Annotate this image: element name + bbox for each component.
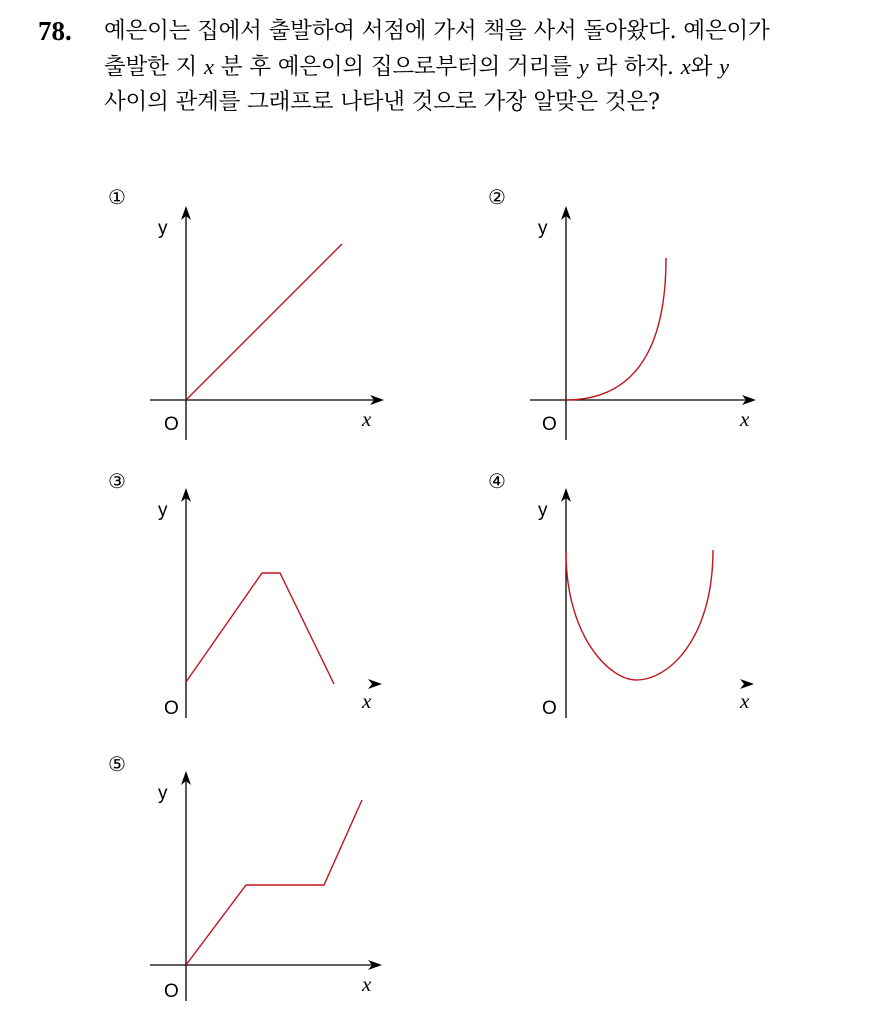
graph-curve xyxy=(566,550,713,680)
y-axis-label: y xyxy=(538,218,548,239)
option-number: ② xyxy=(488,185,506,209)
problem-line-1: 예은이는 집에서 출발하여 서점에 가서 책을 사서 돌아왔다. 예은이가 xyxy=(104,18,770,44)
variable-y: y xyxy=(719,54,729,79)
x-axis-label: x xyxy=(362,407,372,431)
problem-text xyxy=(104,14,874,120)
variable-x: x xyxy=(204,54,214,79)
x-axis-label: x xyxy=(362,972,372,996)
origin-label: O xyxy=(542,698,557,719)
x-axis-arrow-icon xyxy=(740,679,754,689)
origin-label: O xyxy=(542,414,557,435)
x-axis-label: x xyxy=(740,689,750,713)
text-segment: 라 하자. xyxy=(588,54,681,80)
problem-line-2 xyxy=(104,49,874,85)
origin-label: O xyxy=(164,981,179,1002)
y-axis-label: y xyxy=(158,218,168,239)
option-1-graph[interactable] xyxy=(100,178,400,448)
graph-curve xyxy=(186,244,342,400)
option-4-graph[interactable] xyxy=(480,462,780,722)
y-axis-label: y xyxy=(158,500,168,521)
text-segment: 출발한 지 xyxy=(104,54,205,80)
option-5-graph[interactable] xyxy=(100,745,400,1005)
x-axis-arrow-icon xyxy=(368,679,382,689)
y-axis-label: y xyxy=(538,500,548,521)
graph-curve xyxy=(186,573,334,684)
option-number: ⑤ xyxy=(108,752,126,776)
option-3-graph[interactable] xyxy=(100,462,400,722)
graph-curve xyxy=(566,258,666,400)
option-number: ① xyxy=(108,185,126,209)
variable-x: x xyxy=(680,54,691,79)
option-number: ③ xyxy=(108,469,126,493)
graph-curve xyxy=(186,800,362,965)
origin-label: O xyxy=(164,414,179,435)
x-axis-label: x xyxy=(740,407,750,431)
text-segment: 분 후 예은이의 집으로부터의 거리를 xyxy=(213,54,579,80)
problem-number: 78. xyxy=(38,16,72,46)
option-2-graph[interactable] xyxy=(480,178,780,448)
x-axis-label: x xyxy=(362,689,372,713)
variable-y: y xyxy=(578,54,589,79)
problem-line-3: 사이의 관계를 그래프로 나타낸 것으로 가장 알맞은 것은? xyxy=(104,89,660,115)
origin-label: O xyxy=(164,698,179,719)
y-axis-label: y xyxy=(158,783,168,804)
text-segment: 와 xyxy=(690,54,720,80)
option-number: ④ xyxy=(488,469,506,493)
